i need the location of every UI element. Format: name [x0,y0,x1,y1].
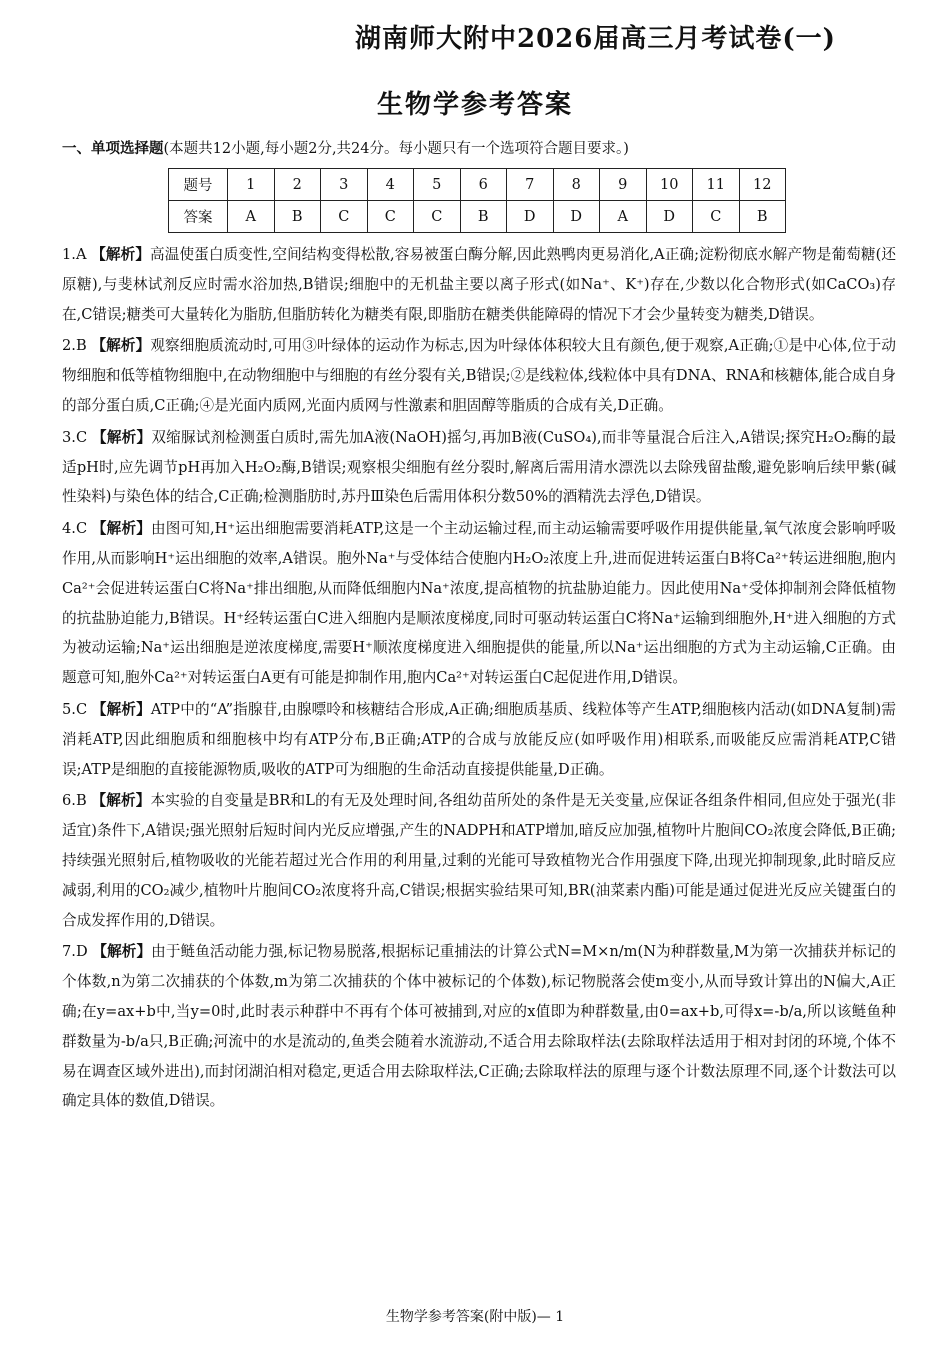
answer-cell: D [553,201,600,233]
subject-answer-title: 生物学参考答案 [376,90,573,120]
question-number-cell: 1 [228,169,275,201]
question-number-cell: 4 [367,169,414,201]
answer-cell: C [693,201,740,233]
analysis-tag: 【解析】 [91,246,151,263]
question-explanation-1 [62,240,896,329]
analysis-text: 由图可知,H⁺运出细胞需要消耗ATP,这是一个主动运输过程,而主动运输需要呼吸作用提供能量,氧气浓度会影响呼吸作用,从而影响H⁺运出细胞的效率,A错误。胞外Na⁺与受体结合使胞内H₂O₂浓度上升,进而促进转运蛋白B将Ca²⁺转运进细胞,胞内Ca²⁺会促进转运蛋白C将Na⁺排出细胞,从而降低细胞内Na⁺浓度,提高植物的抗盐胁迫能力。因此使用Na⁺受体抑制剂会降低植物的抗盐胁迫能力,B错误。H⁺经转运蛋白C进入细胞内是顺浓度梯度,同时可驱动转运蛋白C将Na⁺运输到细胞外,H⁺进入细胞的方式为被动运输;Na⁺运出细胞是逆浓度梯度,需要H⁺顺浓度梯度进入细胞提供的能量,所以Na⁺运出细胞的方式为主动运输,C正确。由题意可知,胞外Ca²⁺对转运蛋白A更有可能是抑制作用,胞内Ca²⁺对转运蛋白C起促进作用,D错误。 [62,520,896,687]
question-explanation-7 [62,937,896,1116]
question-explanation-5 [62,695,896,784]
analysis-tag: 【解析】 [91,700,151,718]
section-1-title: 一、单项选择题 [62,140,164,157]
question-explanation-4 [62,514,896,693]
question-number-cell: 9 [600,169,647,201]
page-footer: 生物学参考答案(附中版)— 1 [385,1309,565,1325]
question-number: 4. [62,520,76,538]
question-number-cell: 3 [321,169,368,201]
question-answer: D [75,943,88,961]
question-number: 6. [62,792,76,810]
analysis-text: 本实验的自变量是BR和L的有无及处理时间,各组幼苗所处的条件是无关变量,应保证各组条件相同,但应处于强光(非适宜)条件下,A错误;强光照射后短时间内光反应增强,产生的NADPH和ATP增加,暗反应加强,植物叶片胞间CO₂浓度会降低,B正确;持续强光照射后,植物吸收的光能若超过光合作用的利用量,过剩的光能可导致植物光合作用强度下降,出现光抑制现象,此时暗反应减弱,利用的CO₂减少,植物叶片胞间CO₂浓度将升高,C错误;根据实验结果可知,BR(油菜素内酯)可能是通过促进光反应关键蛋白的合成发挥作用的,D错误。 [62,792,896,929]
question-answer: B [75,792,87,810]
answer-cell: C [367,201,414,233]
answer-cell: D [646,201,693,233]
analysis-tag: 【解析】 [92,943,152,961]
question-number-cell: 8 [553,169,600,201]
question-answer: C [75,428,88,446]
answer-cell: B [739,201,786,233]
question-number: 3. [62,428,76,446]
analysis-tag: 【解析】 [91,428,152,446]
question-number: 1. [62,246,76,263]
row-label-number: 题号 [169,169,228,201]
question-number-cell: 11 [693,169,740,201]
school-exam-title: 湖南师大附中2026届高三月考试卷(一) [355,24,836,54]
analysis-tag: 【解析】 [91,792,151,810]
question-number: 5. [62,700,76,718]
question-number: 7. [62,943,76,961]
question-answer: C [75,520,88,538]
question-answer: A [75,246,87,263]
analysis-tag: 【解析】 [91,520,151,538]
answer-table-number-row [169,169,786,201]
analysis-text: 高温使蛋白质变性,空间结构变得松散,容易被蛋白酶分解,因此熟鸭肉更易消化,A正确;淀粉彻底水解产物是葡萄糖(还原糖),与斐林试剂反应时需水浴加热,B错误;细胞中的无机盐主要以离子形式(如Na⁺、K⁺)存在,少数以化合物形式(如CaCO₃)存在,C错误;糖类可大量转化为脂肪,但脂肪转化为糖类有限,即脂肪在糖类供能障碍的情况下才会少量转变为糖类,D错误。 [62,246,896,323]
question-number-cell: 5 [414,169,461,201]
question-number-cell: 6 [460,169,507,201]
analysis-text: 由于鲢鱼活动能力强,标记物易脱落,根据标记重捕法的计算公式N=M×n/m(N为种群数量,M为第一次捕获并标记的个体数,n为第二次捕获的个体数,m为第二次捕获的个体中被标记的个体数),标记物脱落会使m变小,从而导致计算出的N偏大,A正确;在y=ax+b中,当y=0时,此时表示种群中不再有个体可被捕到,对应的x值即为种群数量,由0=ax+b,可得x=-b/a,所以该鲢鱼种群数量为-b/a只,B正确;河流中的水是流动的,鱼类会随着水流游动,不适合用去除取样法(去除取样法适用于相对封闭的环境,个体不易在调查区域外进出),而封闭湖泊相对稳定,更适合用去除取样法,C正确;去除取样法的原理与逐个计数法原理不同,逐个计数法可以确定具体的数值,D错误。 [62,943,896,1110]
question-explanation-6 [62,786,896,935]
analysis-tag: 【解析】 [91,337,151,355]
answer-cell: A [600,201,647,233]
question-answer: C [75,700,88,718]
row-label-answer: 答案 [169,201,228,233]
answer-cell: D [507,201,554,233]
answer-table-answer-row [169,201,786,233]
question-explanation-3 [62,423,896,512]
section-1-header [62,137,922,158]
question-number-cell: 10 [646,169,693,201]
answer-cell: B [460,201,507,233]
question-answer: B [75,337,87,355]
answer-cell: C [414,201,461,233]
answer-cell: A [228,201,275,233]
question-explanation-2 [62,331,896,420]
answer-cell: B [274,201,321,233]
analysis-text: 观察细胞质流动时,可用③叶绿体的运动作为标志,因为叶绿体体积较大且有颜色,便于观察,A正确;①是中心体,位于动物细胞和低等植物细胞中,在动物细胞中与细胞的有丝分裂有关,B错误;②是线粒体,线粒体中具有DNA、RNA和核糖体,能合成自身的部分蛋白质,C正确;④是光面内质网,光面内质网与性激素和胆固醇等脂质的合成有关,D正确。 [62,337,896,414]
question-number-cell: 2 [274,169,321,201]
question-number-cell: 7 [507,169,554,201]
question-number-cell: 12 [739,169,786,201]
analysis-text: ATP中的“A”指腺苷,由腺嘌呤和核糖结合形成,A正确;细胞质基质、线粒体等产生ATP,细胞核内活动(如DNA复制)需消耗ATP,因此细胞质和细胞核中均有ATP分布,B正确;ATP的合成与放能反应(如呼吸作用)相联系,而吸能反应需消耗ATP,C错误;ATP是细胞的直接能源物质,吸收的ATP可为细胞的生命活动直接提供能量,D正确。 [62,700,896,778]
question-explanations [62,240,896,1118]
analysis-text: 双缩脲试剂检测蛋白质时,需先加A液(NaOH)摇匀,再加B液(CuSO₄),而非等量混合后注入,A错误;探究H₂O₂酶的最适pH时,应先调节pH再加入H₂O₂酶,B错误;观察根尖细胞有丝分裂时,解离后需用清水漂洗以去除残留盐酸,避免影响后续甲紫(碱性染料)与染色体的结合,C正确;检测脂肪时,苏丹Ⅲ染色后需用体积分数50%的酒精洗去浮色,D错误。 [62,428,896,506]
answer-cell: C [321,201,368,233]
question-number: 2. [62,337,76,355]
section-1-note: (本题共12小题,每小题2分,共24分。每小题只有一个选项符合题目要求。) [163,141,629,157]
answer-table [168,168,786,233]
